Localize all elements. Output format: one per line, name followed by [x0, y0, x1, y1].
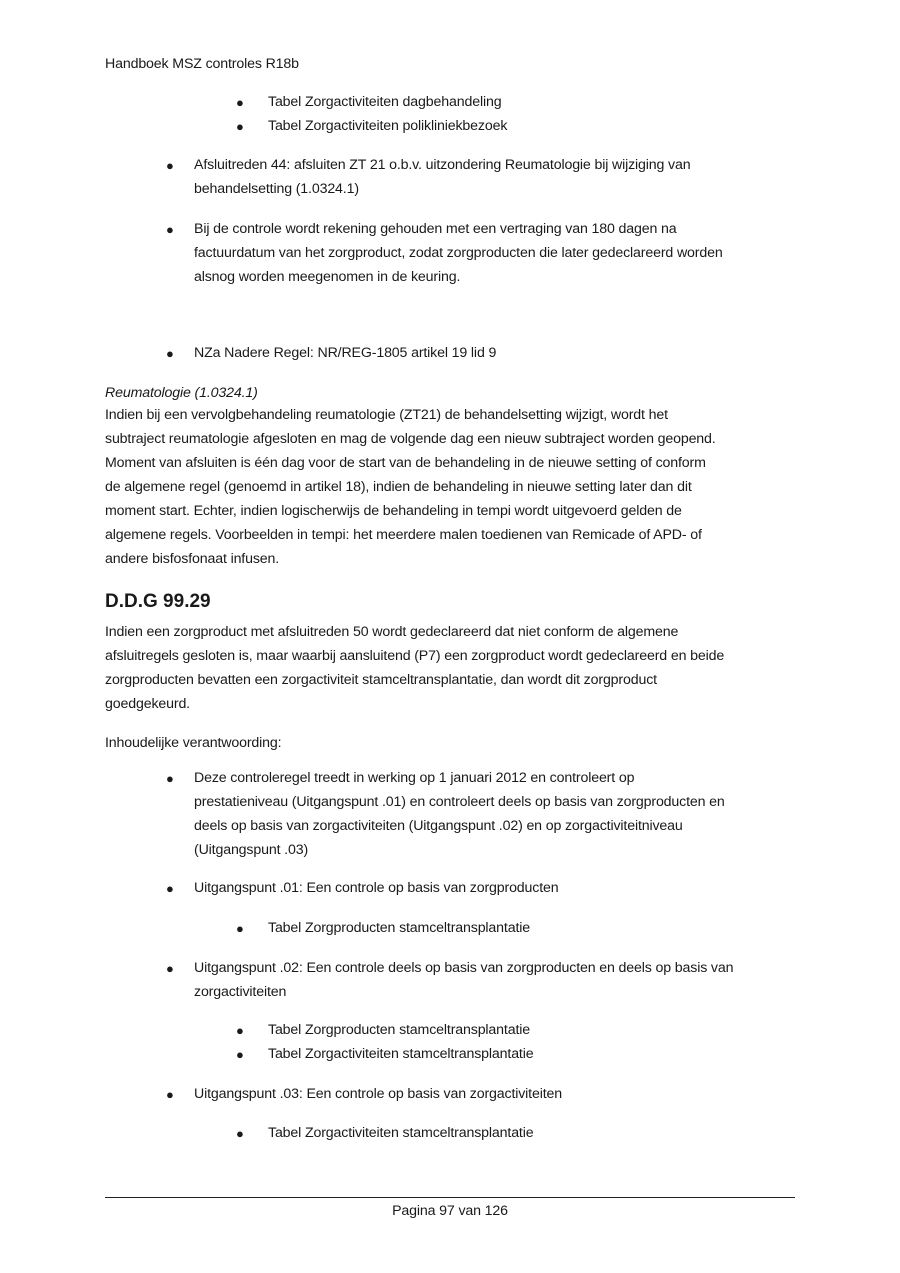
list-item-line: factuurdatum van het zorgproduct, zodat zorgproducten die later gedeclareerd worden [194, 245, 723, 261]
list-item-line: behandelsetting (1.0324.1) [194, 181, 359, 197]
page-number: Pagina 97 van 126 [392, 1203, 508, 1219]
footer-divider [105, 1197, 795, 1198]
section-heading: D.D.G 99.29 [105, 591, 211, 612]
list-item-line: (Uitgangspunt .03) [194, 842, 309, 858]
list-item-line: alsnog worden meegenomen in de keuring. [194, 269, 461, 285]
running-header: Handboek MSZ controles R18b [105, 56, 299, 72]
sub-list-item: Tabel Zorgproducten stamceltransplantatie [268, 1022, 530, 1038]
bullet-icon: ● [236, 119, 244, 134]
list-item-line: Deze controleregel treedt in werking op 1 januari 2012 en controleert op [194, 770, 635, 786]
list-item: Uitgangspunt .03: Een controle op basis van zorgactiviteiten [194, 1086, 562, 1102]
verantwoording-label: Inhoudelijke verantwoording: [105, 735, 282, 751]
list-item: Tabel Zorgactiviteiten polikliniekbezoek [268, 118, 508, 134]
paragraph-line: goedgekeurd. [105, 696, 190, 712]
list-item-line: Bij de controle wordt rekening gehouden met een vertraging van 180 dagen na [194, 221, 677, 237]
bullet-icon: ● [236, 921, 244, 936]
list-item-line: Afsluitreden 44: afsluiten ZT 21 o.b.v. uitzondering Reumatologie bij wijziging van [194, 157, 691, 173]
sub-list-item: Tabel Zorgactiviteiten stamceltransplantatie [268, 1046, 534, 1062]
paragraph-line: de algemene regel (genoemd in artikel 18), indien de behandeling in nieuwe setting later dan dit [105, 479, 692, 495]
list-item: Tabel Zorgactiviteiten dagbehandeling [268, 94, 502, 110]
paragraph-line: afsluitregels gesloten is, maar waarbij aansluitend (P7) een zorgproduct wordt gedeclareerd en beide [105, 648, 725, 664]
bullet-icon: ● [166, 1087, 174, 1102]
bullet-icon: ● [236, 1047, 244, 1062]
paragraph-line: Indien bij een vervolgbehandeling reumatologie (ZT21) de behandelsetting wijzigt, wordt het [105, 407, 668, 423]
paragraph-line: andere bisfosfonaat infusen. [105, 551, 280, 567]
bullet-icon: ● [166, 881, 174, 896]
list-item-line: Uitgangspunt .02: Een controle deels op basis van zorgproducten en deels op basis van [194, 960, 734, 976]
paragraph-line: algemene regels. Voorbeelden in tempi: het meerdere malen toedienen van Remicade of APD- of [105, 527, 702, 543]
paragraph-line: moment start. Echter, indien logischerwijs de behandeling in tempi wordt uitgevoerd gelden de [105, 503, 682, 519]
bullet-icon: ● [236, 1023, 244, 1038]
bullet-icon: ● [236, 95, 244, 110]
list-item: NZa Nadere Regel: NR/REG-1805 artikel 19 lid 9 [194, 345, 497, 361]
list-item-line: prestatieniveau (Uitgangspunt .01) en controleert deels op basis van zorgproducten en [194, 794, 725, 810]
bullet-icon: ● [166, 222, 174, 237]
bullet-icon: ● [166, 961, 174, 976]
list-item-line: deels op basis van zorgactiviteiten (Uitgangspunt .02) en op zorgactiviteitniveau [194, 818, 683, 834]
bullet-icon: ● [166, 346, 174, 361]
paragraph-line: Indien een zorgproduct met afsluitreden 50 wordt gedeclareerd dat niet conform de algemene [105, 624, 679, 640]
paragraph-line: subtraject reumatologie afgesloten en mag de volgende dag een nieuw subtraject worden geopend. [105, 431, 716, 447]
sub-list-item: Tabel Zorgproducten stamceltransplantatie [268, 920, 530, 936]
list-item: Uitgangspunt .01: Een controle op basis van zorgproducten [194, 880, 559, 896]
list-item-line: zorgactiviteiten [194, 984, 287, 1000]
bullet-icon: ● [166, 771, 174, 786]
bullet-icon: ● [236, 1126, 244, 1141]
bullet-icon: ● [166, 158, 174, 173]
paragraph-line: Moment van afsluiten is één dag voor de start van de behandeling in de nieuwe setting of conform [105, 455, 706, 471]
paragraph-line: zorgproducten bevatten een zorgactiviteit stamceltransplantatie, dan wordt dit zorgproduct [105, 672, 657, 688]
sub-list-item: Tabel Zorgactiviteiten stamceltransplantatie [268, 1125, 534, 1141]
subsection-title: Reumatologie (1.0324.1) [105, 385, 258, 401]
